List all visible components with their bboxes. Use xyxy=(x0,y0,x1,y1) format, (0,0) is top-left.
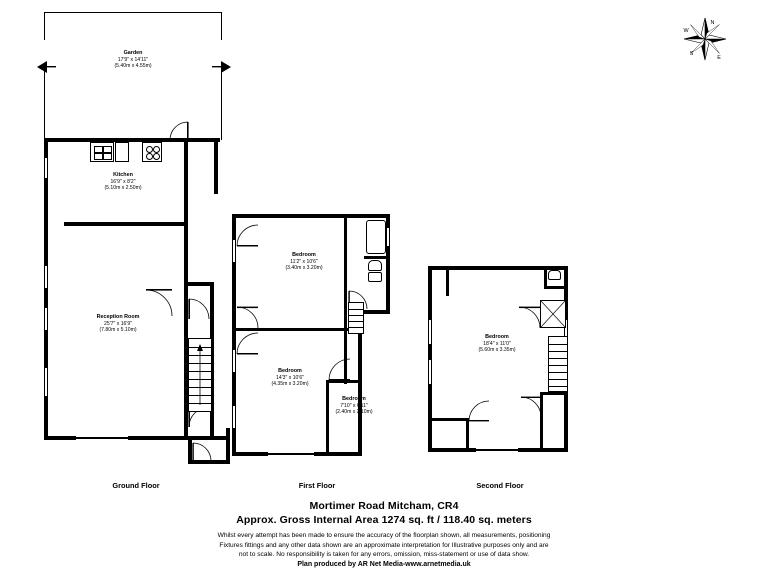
first-window-left-a xyxy=(233,240,236,262)
second-partition-left xyxy=(446,266,449,296)
second-door-lower xyxy=(468,400,490,422)
ground-wall-outer-right-upper xyxy=(214,138,218,194)
garden-wall-top xyxy=(44,12,222,13)
kitchen-sink xyxy=(90,142,114,162)
first-wall-top xyxy=(232,214,390,218)
kitchen-wall-top xyxy=(44,138,220,142)
second-partition-store xyxy=(540,392,568,395)
first-window-right-a xyxy=(387,228,390,246)
kitchen-wall-left xyxy=(44,138,48,248)
first-window-left-c xyxy=(233,406,236,428)
garden-arrow-left xyxy=(36,56,58,78)
first-floor-plan xyxy=(228,210,408,468)
floor-label-first: First Floor xyxy=(298,481,336,490)
second-partition-lower-left xyxy=(428,418,468,421)
shower-cubicle xyxy=(540,300,566,328)
kitchen-door xyxy=(168,120,190,142)
ground-staircase xyxy=(188,338,212,412)
plan-area xyxy=(0,514,768,526)
compass-label-east: E xyxy=(717,55,721,61)
front-door xyxy=(192,442,212,462)
first-door-bed3 xyxy=(328,358,352,382)
reception-bay-window-line xyxy=(76,437,128,438)
compass-label-north: N xyxy=(710,20,715,26)
first-window-left-b xyxy=(233,350,236,372)
ground-floor-plan xyxy=(36,8,226,468)
second-floor-plan xyxy=(424,260,584,468)
disclaimer-line-2: Fixtures fittings and any other data shown are an approximate interpretation for Illustrative purposes only and are xyxy=(219,541,549,549)
first-door-bed2-lower xyxy=(236,332,260,356)
reception-window-c xyxy=(45,368,48,396)
second-window-left-a xyxy=(429,320,432,344)
second-bay-window-line xyxy=(476,449,518,450)
garden-arrow-right xyxy=(210,56,232,78)
room-label-kitchen: Kitchen 16'9" x 8'2" (5.10m x 2.50m) xyxy=(104,172,142,192)
reception-window-a xyxy=(45,266,48,288)
room-label-first-bedroom-2: Bedroom 14'3" x 10'6" (4.35m x 3.20m) xyxy=(271,368,309,388)
room-label-garden: Garden 17'9" x 14'11" (5.40m x 4.55m) xyxy=(114,50,152,70)
plan-producer: Plan produced by AR Net Media-www.arnetmedia.uk xyxy=(297,560,471,568)
toilet xyxy=(368,260,382,271)
first-staircase xyxy=(348,302,364,334)
plan-area-text: Approx. Gross Internal Area 1274 sq. ft / 118.40 sq. meters xyxy=(236,514,532,526)
reception-window-b xyxy=(45,308,48,330)
bathtub xyxy=(366,220,386,254)
second-door-bedroom xyxy=(518,306,542,330)
second-partition-ensuite-bottom xyxy=(544,286,568,289)
first-door-bed2 xyxy=(236,306,260,330)
hall-door-a xyxy=(188,298,210,320)
disclaimer-line-1: Whilst every attempt has been made to ensure the accuracy of the floorplan shown, all measurements, positioning xyxy=(217,532,551,539)
compass-rose xyxy=(676,10,734,68)
second-wall-left xyxy=(428,266,432,452)
room-label-reception-room: Reception Room 25'7" x 16'9" (7.80m x 5.10m) xyxy=(96,314,140,334)
disclaimer-line-3: not to scale. No responsibility is taken for any errors, omission, miss-statement or use of data show. xyxy=(238,551,530,559)
plan-address: Mortimer Road Mitcham, CR4 xyxy=(309,500,459,512)
second-partition-ensuite xyxy=(544,266,547,288)
basin xyxy=(368,272,382,282)
plan-title xyxy=(0,500,768,512)
kitchen-hob xyxy=(142,142,162,162)
floor-label-second: Second Floor xyxy=(476,481,524,490)
compass-label-south: S xyxy=(689,51,694,57)
kitchen-window-left xyxy=(45,158,47,178)
kitchen-wall-right xyxy=(184,138,188,226)
room-label-first-bedroom-3: Bedroom 7'10" x 6'11" (2.40m x 2.10m) xyxy=(335,396,373,416)
second-toilet xyxy=(548,270,561,280)
garden-wall-right-upper xyxy=(221,12,222,40)
hall-wall-bottom xyxy=(188,436,230,440)
second-window-left-b xyxy=(429,360,432,384)
kitchen-wall-bottom xyxy=(64,222,188,226)
second-door-store xyxy=(520,396,542,418)
compass-label-west: W xyxy=(683,28,689,34)
room-label-first-bedroom-1: Bedroom 11'2" x 10'6" (3.40m x 3.20m) xyxy=(285,252,323,272)
first-door-bed1 xyxy=(236,224,260,248)
first-partition-landing-left xyxy=(344,218,347,330)
first-partition-bed3-left xyxy=(326,380,329,456)
bathroom-partition xyxy=(364,256,390,259)
plan-disclaimer xyxy=(0,531,768,568)
garden-wall-left-upper xyxy=(44,12,45,40)
second-staircase xyxy=(548,336,568,392)
floor-label-ground: Ground Floor xyxy=(112,481,160,490)
second-partition-lower-left-vert xyxy=(466,418,469,450)
first-bay-window-line xyxy=(268,453,314,454)
room-label-second-bedroom: Bedroom 18'4" x 11'0" (5.60m x 3.35m) xyxy=(478,334,516,354)
kitchen-counter xyxy=(115,142,129,162)
